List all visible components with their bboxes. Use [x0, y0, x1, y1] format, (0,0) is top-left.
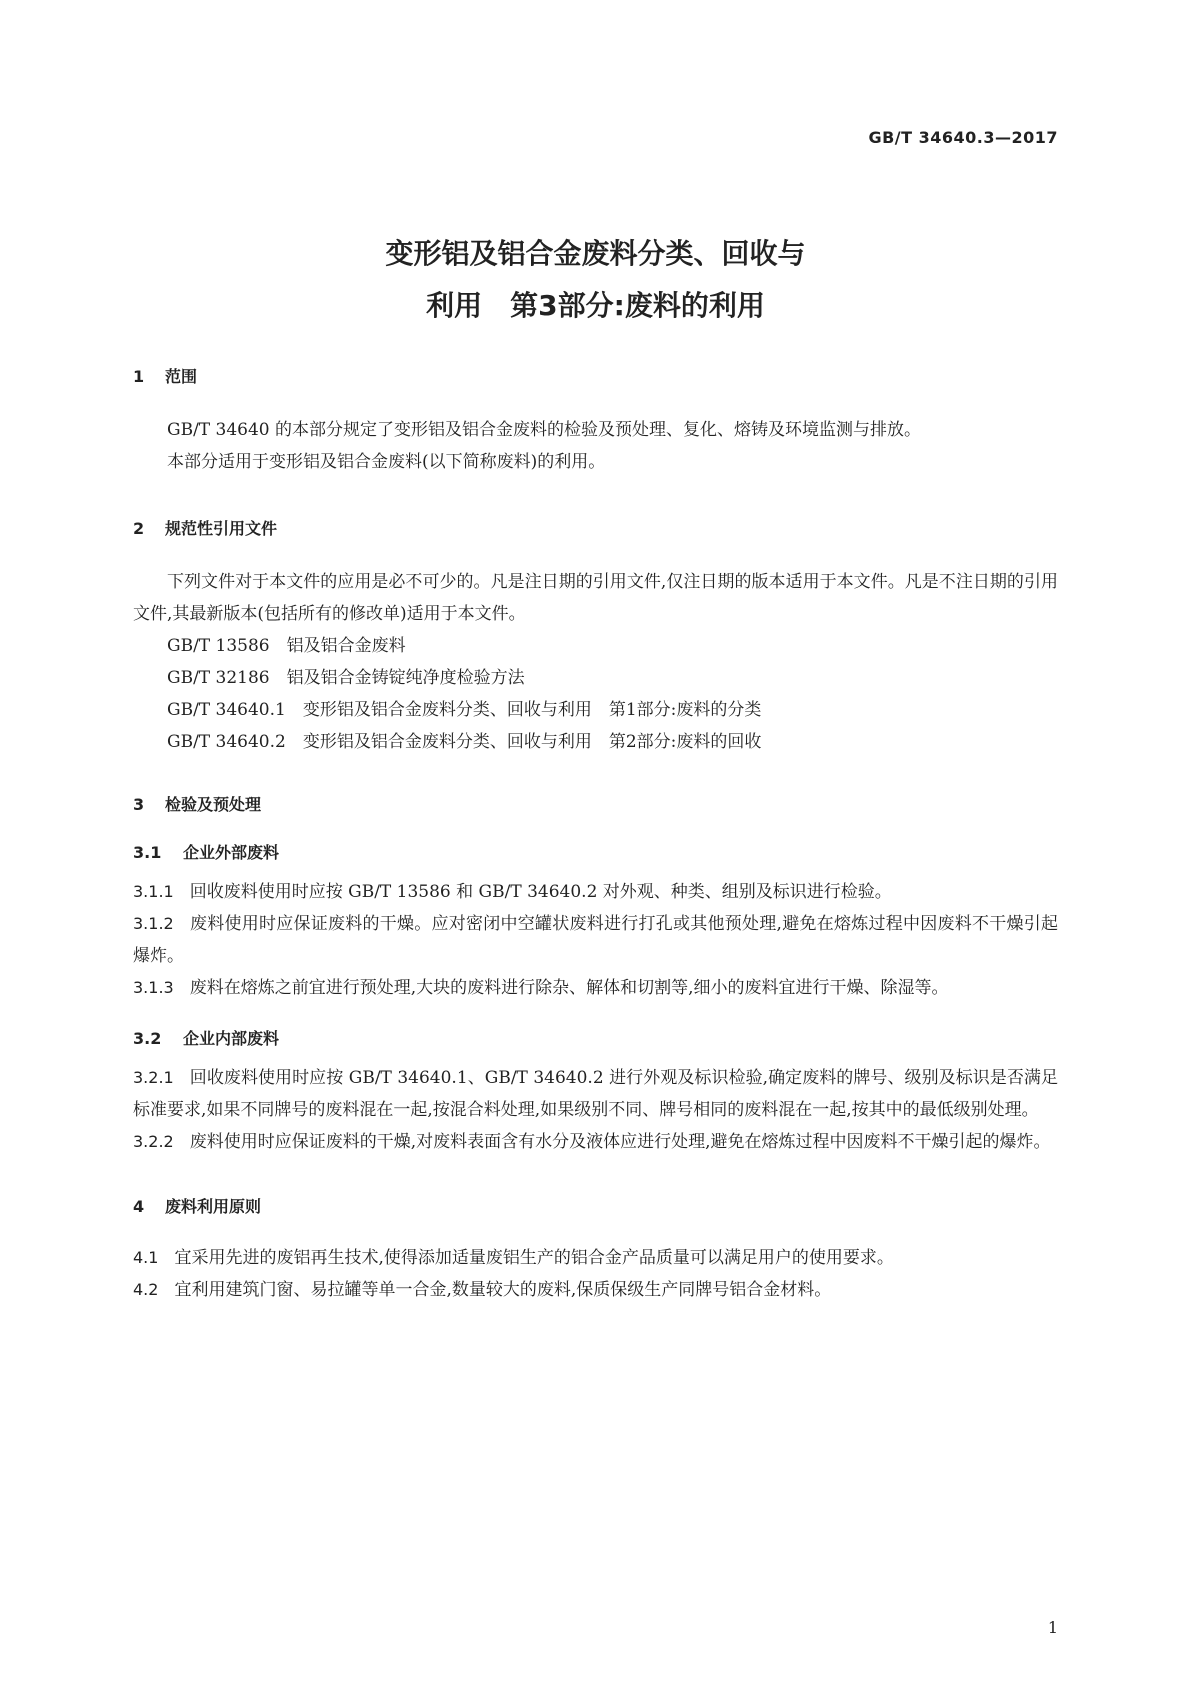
clause-3-2-2 — [133, 1126, 1058, 1158]
section-title: 废料利用原则 — [165, 1197, 262, 1216]
section-number: 1 — [133, 367, 145, 386]
page-number: 1 — [1047, 1618, 1058, 1637]
subsection-heading-3-2 — [133, 1026, 1058, 1048]
title-line-2: 利用 第3部分:废料的利用 — [426, 289, 765, 322]
clause-3-1-2 — [133, 908, 1058, 972]
clause-number: 4.2 — [133, 1280, 159, 1299]
clause-number: 3.2.2 — [133, 1132, 174, 1151]
clause-4-1 — [133, 1242, 1058, 1274]
subsection-heading-3-1 — [133, 840, 1058, 862]
clause-text: 废料使用时应保证废料的干燥。应对密闭中空罐状废料进行打孔或其他预处理,避免在熔炼过程中因废料不干燥引起爆炸。 — [133, 914, 1058, 966]
clause-text: 宜采用先进的废铝再生技术,使得添加适量废铝生产的铝合金产品质量可以满足用户的使用要求。 — [174, 1248, 894, 1268]
subsection-title: 企业外部废料 — [183, 843, 280, 862]
clause-3-1-3 — [133, 972, 1058, 1004]
clause-number: 3.2.1 — [133, 1068, 174, 1087]
paragraph: 下列文件对于本文件的应用是必不可少的。凡是注日期的引用文件,仅注日期的版本适用于本文件。凡是不注日期的引用文件,其最新版本(包括所有的修改单)适用于本文件。 — [133, 572, 1058, 624]
reference-item: GB/T 34640.2 变形铝及铝合金废料分类、回收与利用 第2部分:废料的回收 — [167, 732, 762, 752]
section-number: 2 — [133, 519, 145, 538]
clause-4-2 — [133, 1274, 1058, 1306]
standard-code: GB/T 34640.3—2017 — [868, 128, 1058, 147]
clause-text: 宜利用建筑门窗、易拉罐等单一合金,数量较大的废料,保质保级生产同牌号铝合金材料。 — [174, 1280, 832, 1300]
section-title: 规范性引用文件 — [165, 519, 278, 538]
clause-3-1-1 — [133, 876, 1058, 908]
subsection-number: 3.1 — [133, 843, 162, 862]
section-heading-4 — [133, 1194, 1058, 1216]
document-body — [133, 367, 1058, 1306]
clause-number: 3.1.1 — [133, 882, 174, 901]
clause-number: 4.1 — [133, 1248, 159, 1267]
clause-number: 3.1.3 — [133, 978, 174, 997]
section-heading-1 — [133, 364, 1058, 386]
clause-number: 3.1.2 — [133, 914, 174, 933]
section-heading-2 — [133, 516, 1058, 538]
clause-text: 废料使用时应保证废料的干燥,对废料表面含有水分及液体应进行处理,避免在熔炼过程中因废料不干燥引起的爆炸。 — [189, 1132, 1051, 1152]
subsection-title: 企业内部废料 — [183, 1029, 280, 1048]
section-number: 3 — [133, 795, 145, 814]
section-title: 检验及预处理 — [165, 795, 262, 814]
section-number: 4 — [133, 1197, 145, 1216]
clause-3-2-1 — [133, 1062, 1058, 1126]
paragraph: 本部分适用于变形铝及铝合金废料(以下简称废料)的利用。 — [167, 452, 606, 472]
paragraph: GB/T 34640 的本部分规定了变形铝及铝合金废料的检验及预处理、复化、熔铸及环境监测与排放。 — [167, 420, 922, 440]
clause-text: 回收废料使用时应按 GB/T 34640.1、GB/T 34640.2 进行外观及标识检验,确定废料的牌号、级别及标识是否满足标准要求,如果不同牌号的废料混在一起,按混合料处理,如果级别不同、牌号相同的废料混在一起,按其中的最低级别处理。 — [133, 1068, 1058, 1120]
section-title: 范围 — [165, 367, 198, 386]
title-line-1: 变形铝及铝合金废料分类、回收与 — [385, 237, 806, 270]
subsection-number: 3.2 — [133, 1029, 162, 1048]
section-heading-3 — [133, 792, 1058, 814]
reference-item: GB/T 34640.1 变形铝及铝合金废料分类、回收与利用 第1部分:废料的分类 — [167, 700, 762, 720]
document-title — [0, 228, 1191, 332]
clause-text: 回收废料使用时应按 GB/T 13586 和 GB/T 34640.2 对外观、种类、组别及标识进行检验。 — [189, 882, 892, 902]
reference-item: GB/T 13586 铝及铝合金废料 — [167, 636, 406, 656]
reference-item: GB/T 32186 铝及铝合金铸锭纯净度检验方法 — [167, 668, 525, 688]
clause-text: 废料在熔炼之前宜进行预处理,大块的废料进行除杂、解体和切割等,细小的废料宜进行干燥、除湿等。 — [189, 978, 949, 998]
